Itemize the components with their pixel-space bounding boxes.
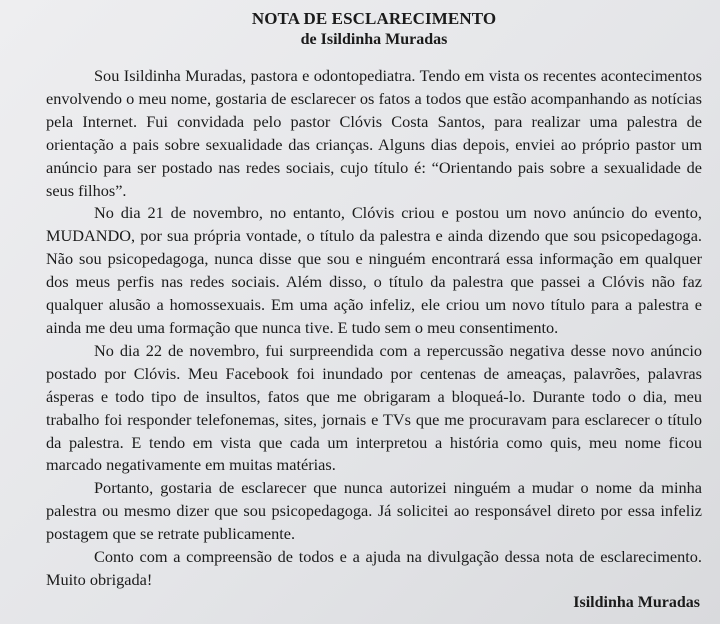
document-body [46, 65, 702, 592]
document-title: NOTA DE ESCLARECIMENTO [251, 9, 497, 28]
paragraph-closing: Conto com a compreensão de todos e a ajuda na divulgação dessa nota de esclarecimento. Muito obrigada! [46, 547, 702, 589]
document-subtitle: de Isildinha Muradas [300, 31, 448, 48]
paragraph-november-22: No dia 22 de novembro, fui surpreendida com a repercussão negativa desse novo anúncio postado por Clóvis. Meu Facebook foi inundado por centenas de ameaças, palavrões, palavras ásperas e todo tipo de insultos, fatos que me obrigaram a bloqueá-lo. Durante todo o dia, meu trabalho foi responder telefonemas, sites, jornais e TVs que me procuravam para esclarecer o título da palestra. E tendo em vista que cada um interpretou a história como quis, meu nome ficou marcado negativamente em muitas matérias. [46, 340, 702, 475]
paragraph-clarification: Portanto, gostaria de esclarecer que nunca autorizei ninguém a mudar o nome da minha palestra ou mesmo dizer que sou psicopedagoga. Já solicitei ao responsável direto por essa infeliz postagem que se retrate publicamente. [46, 478, 702, 544]
paragraph-intro: Sou Isildinha Muradas, pastora e odontopediatra. Tendo em vista os recentes acontecimentos envolvendo o meu nome, gostaria de esclarecer os fatos a todos que estão acompanhando as notícias pela Internet. Fui convidada pelo pastor Clóvis Costa Santos, para realizar uma palestra de orientação a pais sobre sexualidade das crianças. Alguns dias depois, enviei ao próprio pastor um anúncio para ser postado nas redes sociais, cujo título é: “Orientando pais sobre a sexualidade de seus filhos”. [46, 66, 702, 200]
paragraph-november-21: No dia 21 de novembro, no entanto, Clóvis criou e postou um novo anúncio do evento, MUDANDO, por sua própria vontade, o título da palestra e ainda dizendo que sou psicopedagoga. Não sou psicopedagoga, nunca disse que sou e ninguém encontrará essa informação em qualquer dos meus perfis nas redes sociais. Além disso, o título da palestra que passei a Clóvis não faz qualquer alusão a homossexuais. Em uma ação infeliz, ele criou um novo título para a palestra e ainda me deu uma formação que nunca tive. E tudo sem o meu consentimento. [46, 203, 702, 337]
signature: Isildinha Muradas [573, 594, 700, 611]
